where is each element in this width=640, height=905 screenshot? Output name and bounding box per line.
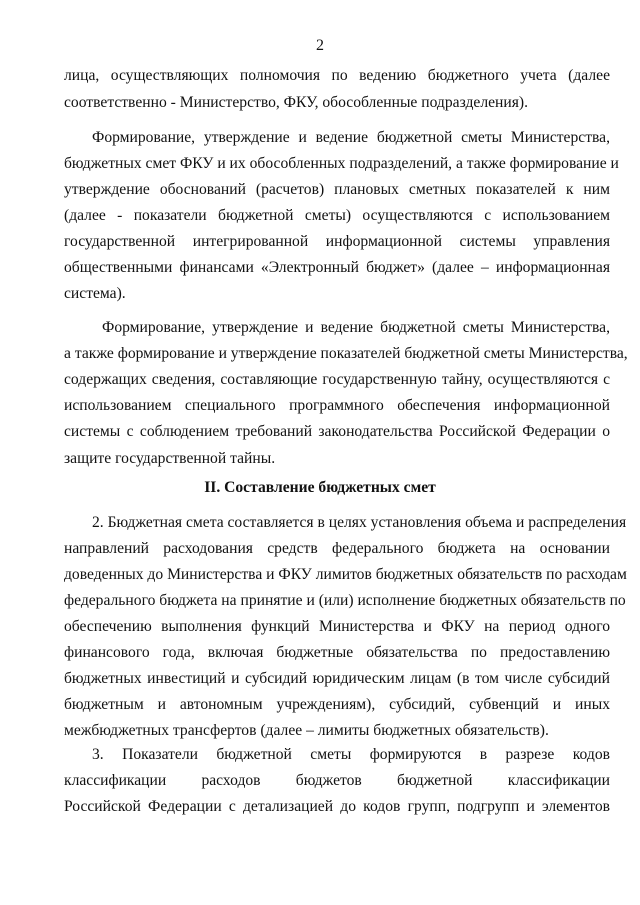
text-line: а также формирование и утверждение показателей бюджетной сметы Министерства, xyxy=(64,345,628,362)
text-line: доведенных до Министерства и ФКУ лимитов бюджетных обязательств по расходам xyxy=(64,566,627,583)
text-line: направлений расходования средств федерального бюджета на основании xyxy=(64,540,610,557)
text-line: лица, осуществляющих полномочия по ведению бюджетного учета (далее xyxy=(64,67,610,84)
text-line: Формирование, утверждение и ведение бюджетной сметы Министерства, xyxy=(92,129,610,146)
text-line: содержащих сведения, составляющие государственную тайну, осуществляются с xyxy=(64,371,610,388)
text-line: защите государственной тайны. xyxy=(64,450,276,467)
text-line: системы с соблюдением требований законодательства Российской Федерации о xyxy=(64,423,610,440)
text-line: бюджетных инвестиций и субсидий юридическим лицам (в том числе субсидий xyxy=(64,670,610,687)
text-line: 2. Бюджетная смета составляется в целях установления объема и распределения xyxy=(92,514,627,531)
text-line: Формирование, утверждение и ведение бюджетной сметы Министерства, xyxy=(102,319,610,336)
text-line: государственной интегрированной информационной системы управления xyxy=(64,233,610,250)
text-line: бюджетным и автономным учреждениям), субсидий, субвенций и иных xyxy=(64,696,610,713)
page-number: 2 xyxy=(316,37,324,54)
text-line: бюджетных смет ФКУ и их обособленных подразделений, а также формирование и xyxy=(64,155,619,172)
text-line: классификации расходов бюджетов бюджетной классификации xyxy=(64,772,610,789)
text-line: (далее - показатели бюджетной сметы) осуществляются с использованием xyxy=(64,207,610,224)
text-line: обеспечению выполнения функций Министерства и ФКУ на период одного xyxy=(64,618,610,635)
text-line: 3. Показатели бюджетной сметы формируются в разрезе кодов xyxy=(92,746,610,763)
text-line: система). xyxy=(64,285,126,302)
text-line: Российской Федерации с детализацией до кодов групп, подгрупп и элементов xyxy=(64,798,610,815)
text-line: межбюджетных трансфертов (далее – лимиты бюджетных обязательств). xyxy=(64,722,549,739)
section-heading: II. Составление бюджетных смет xyxy=(204,479,436,496)
text-line: соответственно - Министерство, ФКУ, обособленные подразделения). xyxy=(64,94,528,111)
text-line: финансового года, включая бюджетные обязательства по предоставлению xyxy=(64,644,610,661)
text-line: использованием специального программного обеспечения информационной xyxy=(64,397,610,414)
text-line: общественными финансами «Электронный бюджет» (далее – информационная xyxy=(64,259,610,276)
text-line: утверждение обоснований (расчетов) плановых сметных показателей к ним xyxy=(64,181,610,198)
text-line: федерального бюджета на принятие и (или) исполнение бюджетных обязательств по xyxy=(64,592,626,609)
